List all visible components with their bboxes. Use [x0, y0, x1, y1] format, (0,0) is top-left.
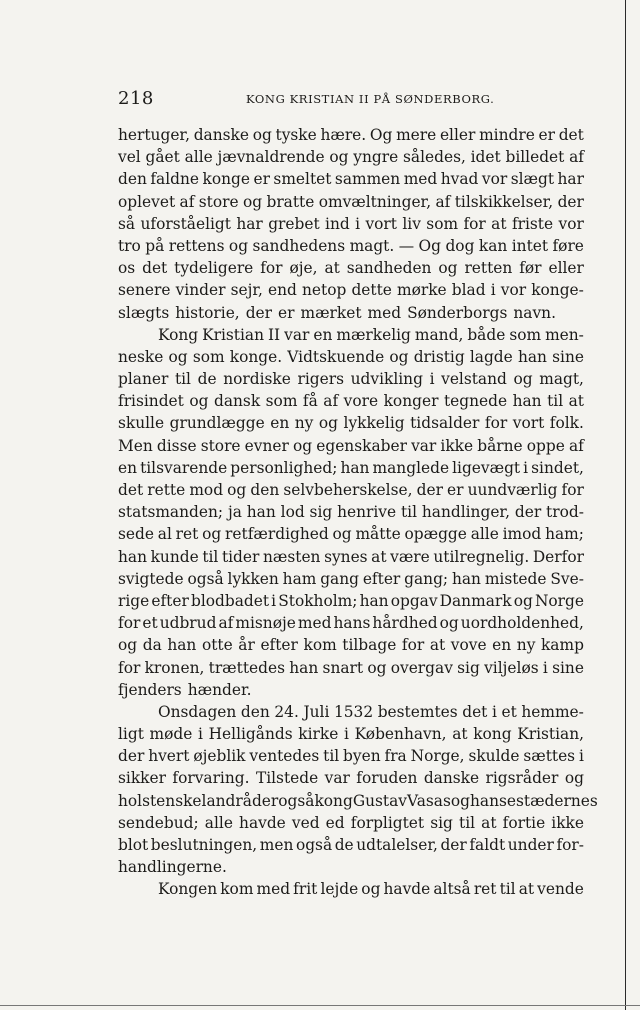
text-line: Kongen kom med frit lejde og havde altså ret til at vende — [158, 880, 584, 899]
text-line: sede al ret og retfærdighed og måtte opægge alle imod ham; — [118, 525, 584, 544]
text-line: hertuger, danske og tyske hære. Og mere eller mindre er det — [118, 126, 584, 144]
text-line: og da han otte år efter kom tilbage for at vove en ny kamp — [118, 636, 584, 655]
text-line: Men disse store evner og egenskaber var ikke bårne oppe af — [118, 436, 584, 455]
text-line: ligt møde i Helligånds kirke i København, at kong Kristian, — [118, 725, 584, 744]
text-line: oplevet af store og bratte omvæltninger, af tilskikkelser, der — [118, 192, 584, 211]
text-line: der hvert øjeblik ventedes til byen fra Norge, skulde sættes i — [118, 747, 584, 766]
text-line: fjenders hænder. — [118, 680, 252, 699]
page-header — [118, 88, 584, 110]
text-line: svigtede også lykken ham gang efter gang; han mistede Sve- — [118, 569, 584, 588]
text-line: tro på rettens og sandhedens magt. — Og dog kan intet føre — [118, 236, 584, 255]
text-line: statsmanden; ja han lod sig henrive til handlinger, der trod- — [118, 503, 584, 522]
text-line: skulle grundlægge en ny og lykkelig tidsalder for vort folk. — [118, 414, 584, 433]
page-edge-bottom — [0, 1005, 640, 1006]
text-line: slægts historie, der er mærket med Sønderborgs navn. — [118, 303, 556, 322]
page-edge-right — [625, 0, 626, 1010]
body-text — [118, 124, 598, 901]
text-line: Onsdagen den 24. Juli 1532 bestemtes det i et hemme- — [158, 702, 584, 721]
page-number: 218 — [118, 88, 154, 109]
text-line: for kronen, trættedes han snart og overgav sig viljeløs i sine — [118, 658, 584, 677]
text-line: planer til de nordiske rigers udvikling i velstand og magt, — [118, 370, 584, 389]
text-line: frisindet og dansk som få af vore konger tegnede han til at — [118, 392, 584, 411]
text-line: sendebud; alle havde ved ed forpligtet sig til at fortie ikke — [118, 813, 584, 832]
text-line: Kong Kristian II var en mærkelig mand, både som men- — [158, 325, 584, 344]
text-line: os det tydeligere for øje, at sandheden og retten før eller — [118, 259, 584, 278]
text-line: holstenske landråder også kong Gustav Vasas og hansestædernes — [118, 791, 598, 810]
text-line: senere vinder sejr, end netop dette mørke blad i vor konge- — [118, 281, 584, 300]
text-line: rige efter blodbadet i Stokholm; han opgav Danmark og Norge — [118, 591, 584, 610]
text-line: neske og som konge. Vidtskuende og dristig lagde han sine — [118, 347, 584, 366]
text-line: vel gået alle jævnaldrende og yngre således, idet billedet af — [118, 148, 584, 167]
text-line: sikker forvaring. Tilstede var foruden danske rigsråder og — [118, 769, 584, 788]
text-line: den faldne konge er smeltet sammen med hvad vor slægt har — [118, 170, 584, 189]
running-title: KONG KRISTIAN II PÅ SØNDERBORG. — [246, 92, 495, 106]
text-line: for et udbrud af misnøje med hans hårdhed og uordholdenhed, — [118, 614, 584, 633]
text-line: blot beslutningen, men også de udtalelser, der faldt under for- — [118, 836, 584, 854]
text-line: det rette mod og den selvbeherskelse, der er uundværlig for — [118, 481, 584, 499]
text-line: handlingerne. — [118, 858, 227, 877]
text-line: han kunde til tider næsten synes at være utilregnelig. Derfor — [118, 547, 584, 566]
text-line: en tilsvarende personlighed; han manglede ligevægt i sindet, — [118, 458, 584, 477]
text-line: så uforståeligt har grebet ind i vort liv som for at friste vor — [118, 214, 584, 233]
